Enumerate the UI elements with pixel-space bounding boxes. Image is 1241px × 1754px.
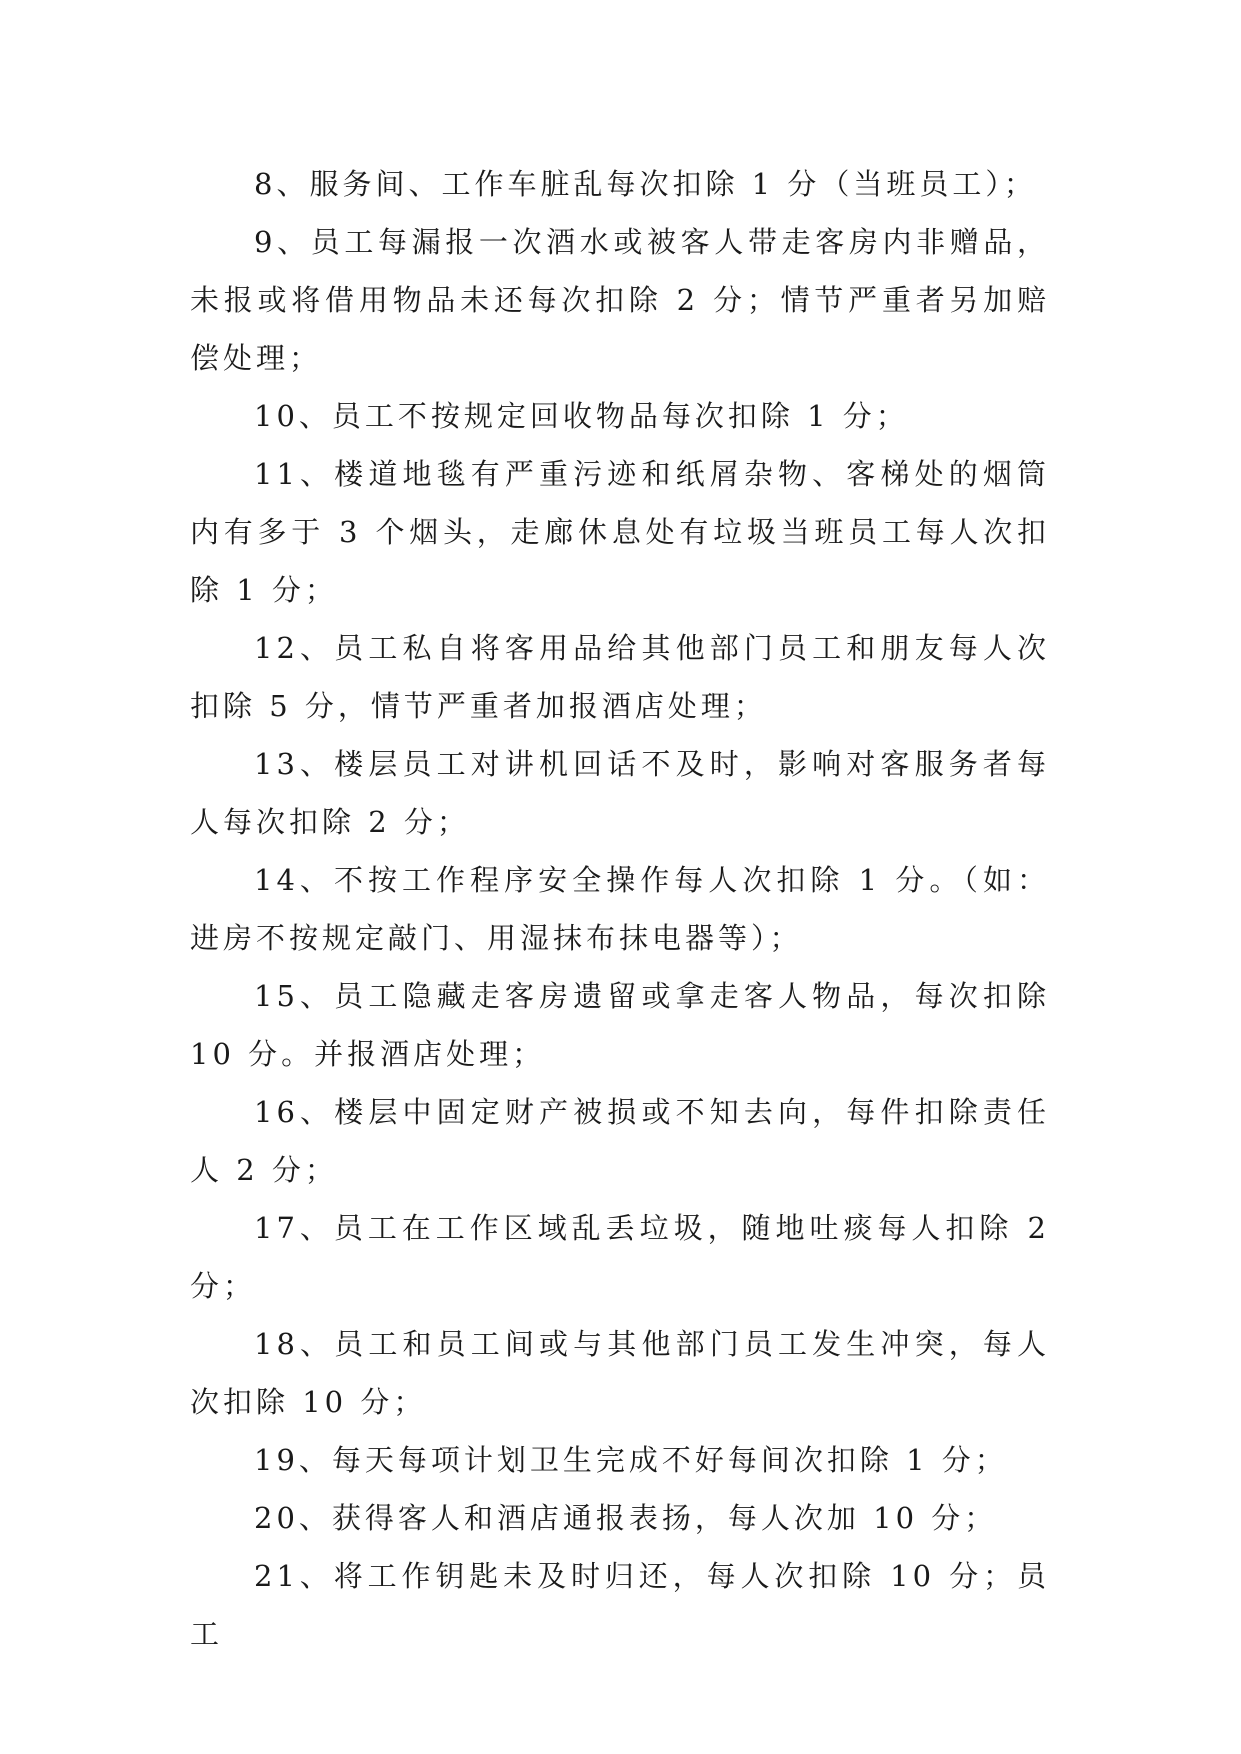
rule-item-13: 13、楼层员工对讲机回话不及时，影响对客服务者每人每次扣除 2 分； [190, 747, 1050, 839]
rule-item-8: 8、服务间、工作车脏乱每次扣除 1 分（当班员工）； [254, 167, 1037, 201]
rule-item-18: 18、员工和员工间或与其他部门员工发生冲突，每人次扣除 10 分； [190, 1327, 1050, 1419]
rule-item-17: 17、员工在工作区域乱丢垃圾，随地吐痰每人扣除 2 分； [190, 1211, 1050, 1303]
rule-item-15: 15、员工隐藏走客房遗留或拿走客人物品，每次扣除 10 分。并报酒店处理； [190, 979, 1050, 1071]
rule-item-10: 10、员工不按规定回收物品每次扣除 1 分； [254, 399, 909, 433]
rule-item-9: 9、员工每漏报一次酒水或被客人带走客房内非赠品，未报或将借用物品未还每次扣除 2 分；情节严重者另加赔偿处理； [190, 225, 1050, 375]
rule-item-12: 12、员工私自将客用品给其他部门员工和朋友每人次扣除 5 分，情节严重者加报酒店处理； [190, 631, 1050, 723]
rule-item-19: 19、每天每项计划卫生完成不好每间次扣除 1 分； [254, 1443, 1008, 1477]
rule-item-21: 21、将工作钥匙未及时归还，每人次扣除 10 分；员工 [190, 1559, 1050, 1651]
rule-item-16: 16、楼层中固定财产被损或不知去向，每件扣除责任人 2 分； [190, 1095, 1050, 1187]
document-body [190, 155, 1050, 1663]
rule-item-11: 11、楼道地毯有严重污迹和纸屑杂物、客梯处的烟筒内有多于 3 个烟头，走廊休息处有垃圾当班员工每人次扣除 1 分； [190, 457, 1050, 607]
rule-item-14: 14、不按工作程序安全操作每人次扣除 1 分。（如：进房不按规定敲门、用湿抹布抹电器等）； [190, 863, 1050, 955]
rule-item-20: 20、获得客人和酒店通报表扬，每人次加 10 分； [254, 1501, 998, 1535]
